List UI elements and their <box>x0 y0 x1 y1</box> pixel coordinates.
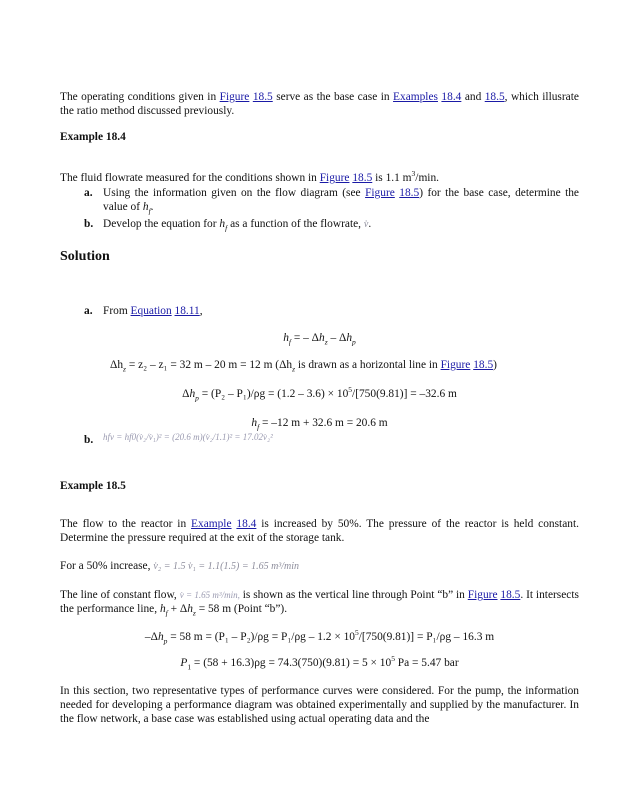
solution-item-b: b. hfv = hf0(v̇₂/v̇₁)² = (20.6 m)(v̇₂/1.1)² = 17.02v̇₂² <box>84 432 273 446</box>
example-18-5-statement: The flow to the reactor in Example 18.4 is increased by 50%. The pressure of the reactor is held constant. Determine the pressure required at the exit of the storage tank. <box>60 518 579 544</box>
equation-dhp: $\Delta h_p = (P_2 - P_1)/\rho g = (1.2 - 3.6) \times 10^5/[750(9.81)] = -32.6$ m <box>182 385 457 403</box>
document-page <box>60 90 579 726</box>
figure-number-link[interactable]: 18.5 <box>500 589 521 601</box>
figure-number-link[interactable]: 18.5 <box>352 172 373 184</box>
equation-pressure-1: $-\Delta h_p = 58$ $m = (P_1 - P_2)/\rho g = P_1/\rho g - 1.2 \times 10^5/[750(9.81)] = P_1/\rho g - 16.3$ m <box>144 628 495 646</box>
equation-dhz: $\Delta h_z = z_2 - z_1 = 32$ m – 20 m = 12 m ($\Delta h_z$ is drawn as a horizontal line in Figure 18.5) <box>110 359 497 374</box>
equation-number-link[interactable]: 18.11 <box>174 305 200 317</box>
examples-link[interactable]: Examples <box>393 91 438 103</box>
example-number-link[interactable]: 18.4 <box>236 518 257 530</box>
solution-item-a: a. From Equation 18.11, <box>84 305 203 317</box>
figure-link[interactable]: Figure <box>440 359 471 371</box>
example-number-link[interactable]: 18.5 <box>484 91 505 103</box>
figure-link[interactable]: Figure <box>319 172 350 184</box>
equation-image-flow: v̇₂ = 1.5 v̇₁ = 1.1(1.5) = 1.65 m³/min <box>153 561 300 572</box>
figure-number-link[interactable]: 18.5 <box>252 91 273 103</box>
figure-link[interactable]: Figure <box>219 91 250 103</box>
equation-pressure-2: $P_1 = (58 + 16.3)\rho g = 74.3(750)(9.81) = 5 \times 10^5$ Pa = 5.47 bar <box>180 654 459 672</box>
closing-paragraph: In this section, two representative types of performance curves were considered. For the pump, the information needed for developing a performance diagram was obtained experimentally and supplied by the manufacturer. In the flow network, a base case was established using actual operating data and the <box>60 685 579 725</box>
example-18-4-statement: The fluid flowrate measured for the conditions shown in Figure 18.5 is 1.1 $m^3/\min$. <box>60 169 440 184</box>
example-number-link[interactable]: 18.4 <box>441 91 462 103</box>
figure-link[interactable]: Figure <box>467 589 498 601</box>
constant-flow-paragraph: The line of constant flow, v̇ = 1.65 m³/min, is shown as the vertical line through Point “b” in Figure 18.5. It intersects the performance line, $h_f + \Delta h_z = 58$ m (Point “b”). <box>60 589 579 618</box>
example-link[interactable]: Example <box>191 518 232 530</box>
equation-hf: $h_f$ = – $\Delta h_z - \Delta h_p$ <box>283 332 356 347</box>
example-18-4-heading: Example 18.4 <box>60 131 126 143</box>
figure-link[interactable]: Figure <box>365 187 395 199</box>
equation-link[interactable]: Equation <box>130 305 172 317</box>
list-item-a: a. Using the information given on the flow diagram (see Figure 18.5) for the base case, determine the value of $h_f$. <box>84 187 579 216</box>
intro-paragraph: The operating conditions given in Figure 18.5 serve as the base case in Examples 18.4 and 18.5, which illusrate the ratio method discussed previously. <box>60 91 579 117</box>
equation-image-constant-flow: v̇ = 1.65 m³/min, <box>179 590 240 600</box>
flow-increase-line: For a 50% increase, v̇₂ = 1.5 v̇₁ = 1.1(1.5) = 1.65 m³/min <box>60 560 300 572</box>
equation-hf-value: $h_f = -12$ m + 32.6 m = 20.6 m <box>251 417 388 432</box>
figure-number-link[interactable]: 18.5 <box>399 187 420 199</box>
solution-heading: Solution <box>60 249 110 264</box>
list-item-b: b. Develop the equation for $h_f$ as a function of the flowrate, v̇. <box>84 218 372 233</box>
example-18-5-heading: Example 18.5 <box>60 480 126 492</box>
figure-number-link[interactable]: 18.5 <box>473 359 494 371</box>
equation-image-b: hfv = hf0(v̇₂/v̇₁)² = (20.6 m)(v̇₂/1.1)² = 17.02v̇₂² <box>103 432 273 442</box>
